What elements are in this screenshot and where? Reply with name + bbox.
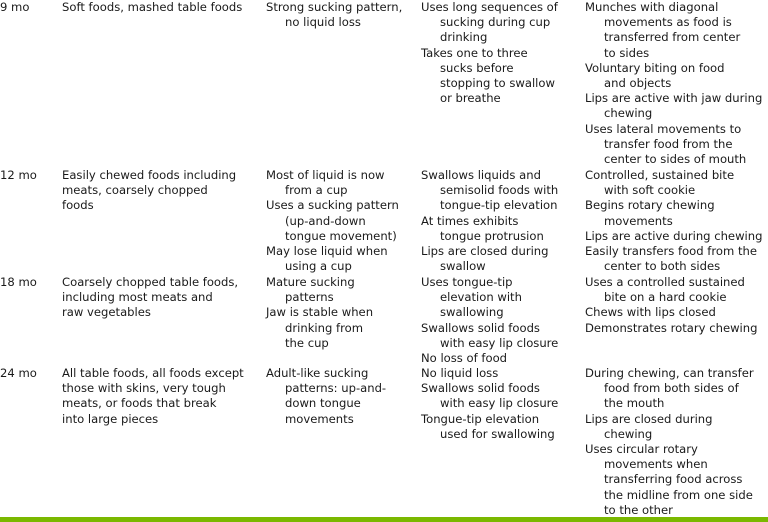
cup-drinking-entry: Strong sucking pattern, no liquid loss [266,0,403,30]
cup-drinking-cell [266,0,416,30]
swallowing-entry: Takes one to three sucks before stopping to swallow or breathe [421,45,555,106]
age-cell: 9 mo [0,0,30,14]
biting-chewing-entry: Demonstrates rotary chewing [585,320,758,335]
cup-drinking-entry: Uses a sucking pattern (up-and-down tongue movement) [266,198,399,243]
swallowing-cell [421,0,581,106]
food-texture-cell: Soft foods, mashed table foods [62,0,243,14]
table-bottom-rule [0,517,768,522]
swallowing-entry: No loss of food [421,351,508,366]
biting-chewing-cell [585,275,768,336]
swallowing-entry: Lips are closed during swallow [421,244,549,274]
cup-drinking-entry: Most of liquid is now from a cup [266,168,385,198]
swallowing-entry: Swallows solid foods with easy lip closure [421,381,559,411]
biting-chewing-entry: Uses circular rotary movements when transferring food across the midline from one side to the other [585,442,753,517]
cup-drinking-entry: Adult-like sucking patterns: up-and- down tongue movements [266,366,387,426]
biting-chewing-entry: Voluntary biting on food and objects [585,60,725,91]
swallowing-entry: Uses long sequences of sucking during cup drinking [421,0,558,45]
biting-chewing-cell [585,168,768,274]
cup-drinking-entry: May lose liquid when using a cup [266,244,388,274]
swallowing-cell [421,168,581,274]
swallowing-entry: No liquid loss [421,366,499,380]
cup-drinking-entry: Jaw is stable when drinking from the cup [266,305,374,350]
food-texture-cell: Coarsely chopped table foods, including most meats and raw vegetables [62,275,239,320]
cup-drinking-cell [266,275,416,351]
cup-drinking-entry: Mature sucking patterns [266,275,355,305]
swallowing-entry: Swallows solid foods with easy lip closure [421,320,559,350]
age-cell: 12 mo [0,168,37,182]
biting-chewing-entry: Lips are closed during chewing [585,411,713,441]
biting-chewing-entry: Begins rotary chewing movements [585,198,715,228]
cup-drinking-cell [266,168,416,274]
food-texture-cell: All table foods, all foods except those with skins, very tough meats, or foods that break into large pieces [62,366,244,426]
biting-chewing-entry: Lips are active during chewing [585,228,763,243]
biting-chewing-entry: Munches with diagonal movements as food is transferred from center to sides [585,0,741,60]
swallowing-cell [421,275,581,366]
biting-chewing-entry: Controlled, sustained bite with soft cookie [585,168,735,198]
swallowing-entry: Uses tongue-tip elevation with swallowing [421,275,522,320]
swallowing-entry: At times exhibits tongue protrusion [421,213,544,243]
biting-chewing-entry: Chews with lips closed [585,305,716,320]
swallowing-cell [421,366,581,442]
biting-chewing-entry: Uses a controlled sustained bite on a hard cookie [585,275,745,305]
cup-drinking-cell [266,366,416,427]
age-cell: 24 mo [0,366,37,380]
biting-chewing-cell [585,0,768,167]
biting-chewing-entry: During chewing, can transfer food from both sides of the mouth [585,366,754,411]
swallowing-entry: Swallows liquids and semisolid foods with tongue-tip elevation [421,168,559,213]
biting-chewing-cell [585,366,768,518]
biting-chewing-entry: Uses lateral movements to transfer food from the center to sides of mouth [585,121,747,167]
age-cell: 18 mo [0,275,37,289]
biting-chewing-entry: Lips are active with jaw during chewing [585,91,763,121]
food-texture-cell: Easily chewed foods including meats, coarsely chopped foods [62,168,237,213]
swallowing-entry: Tongue-tip elevation used for swallowing [421,411,555,441]
biting-chewing-entry: Easily transfers food from the center to both sides [585,244,757,274]
